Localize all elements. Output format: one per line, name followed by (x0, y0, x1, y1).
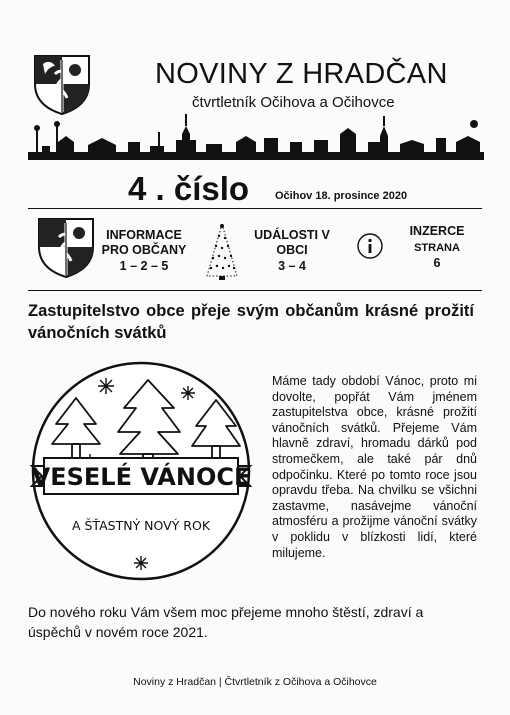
village-skyline-icon (28, 112, 484, 162)
divider (28, 208, 482, 209)
newspaper-subtitle: čtvrtletník Očihova a Očihovce (192, 94, 395, 111)
article-body: Máme tady období Vánoc, proto mi dovolte, popřát Vám jménem zastupitelstva obce, krásné prožití vánočních svátků. Přejeme Vám hlavně zdraví, hromadu dárků pod stromečkem, ale také pár dnů odpočinku. Které po tomto roce jsou opravdu třeba. Na chvilku se všichni zastavme, nasávejme vánoční atmosféru a prožijme vánoční svátky v poklidu v blízkosti lidí, které milujeme. (272, 374, 477, 560)
ornament-line2: A ŠŤASTNÝ NOVÝ ROK (71, 518, 211, 533)
contents-item-title: INFORMACE PRO OBČANY (101, 228, 187, 257)
issue-date: Očihov 18. prosince 2020 (275, 190, 408, 202)
contents-item-pages: 3 – 4 (278, 259, 306, 273)
christmas-tree-icon (197, 220, 247, 282)
issue-number: 4 . číslo (128, 170, 250, 207)
info-icon (356, 232, 384, 260)
contents-item-info[interactable] (98, 228, 190, 274)
contents-item-events[interactable] (252, 228, 332, 274)
article-headline: Zastupitelstvo obce přeje svým občanům krásné prožití vánočních svátků (28, 302, 474, 342)
coat-of-arms-icon (33, 54, 91, 121)
christmas-ornament (28, 358, 254, 584)
contents-item-sub: STRANA (414, 242, 460, 254)
contents-item-ads[interactable] (402, 224, 472, 271)
contents-item-title: INZERCE (409, 224, 465, 238)
article-closing: Do nového roku Vám všem moc přejeme mnoho štěstí, zdraví a úspěchů v novém roce 2021. (28, 604, 424, 640)
contents-item-pages: 6 (433, 256, 441, 270)
divider (28, 290, 482, 291)
page-footer: Noviny z Hradčan | Čtvrtletník z Očihova a Očihovce (133, 676, 377, 688)
christmas-ornament-graphic (28, 358, 254, 584)
ornament-line1: VESELÉ VÁNOCE (31, 463, 251, 491)
coat-of-arms-icon (37, 217, 95, 284)
contents-item-title: UDÁLOSTI V OBCI (254, 228, 330, 257)
contents-item-pages: 1 – 2 – 5 (119, 259, 169, 273)
newspaper-title: NOVINY Z HRADČAN (155, 58, 448, 90)
